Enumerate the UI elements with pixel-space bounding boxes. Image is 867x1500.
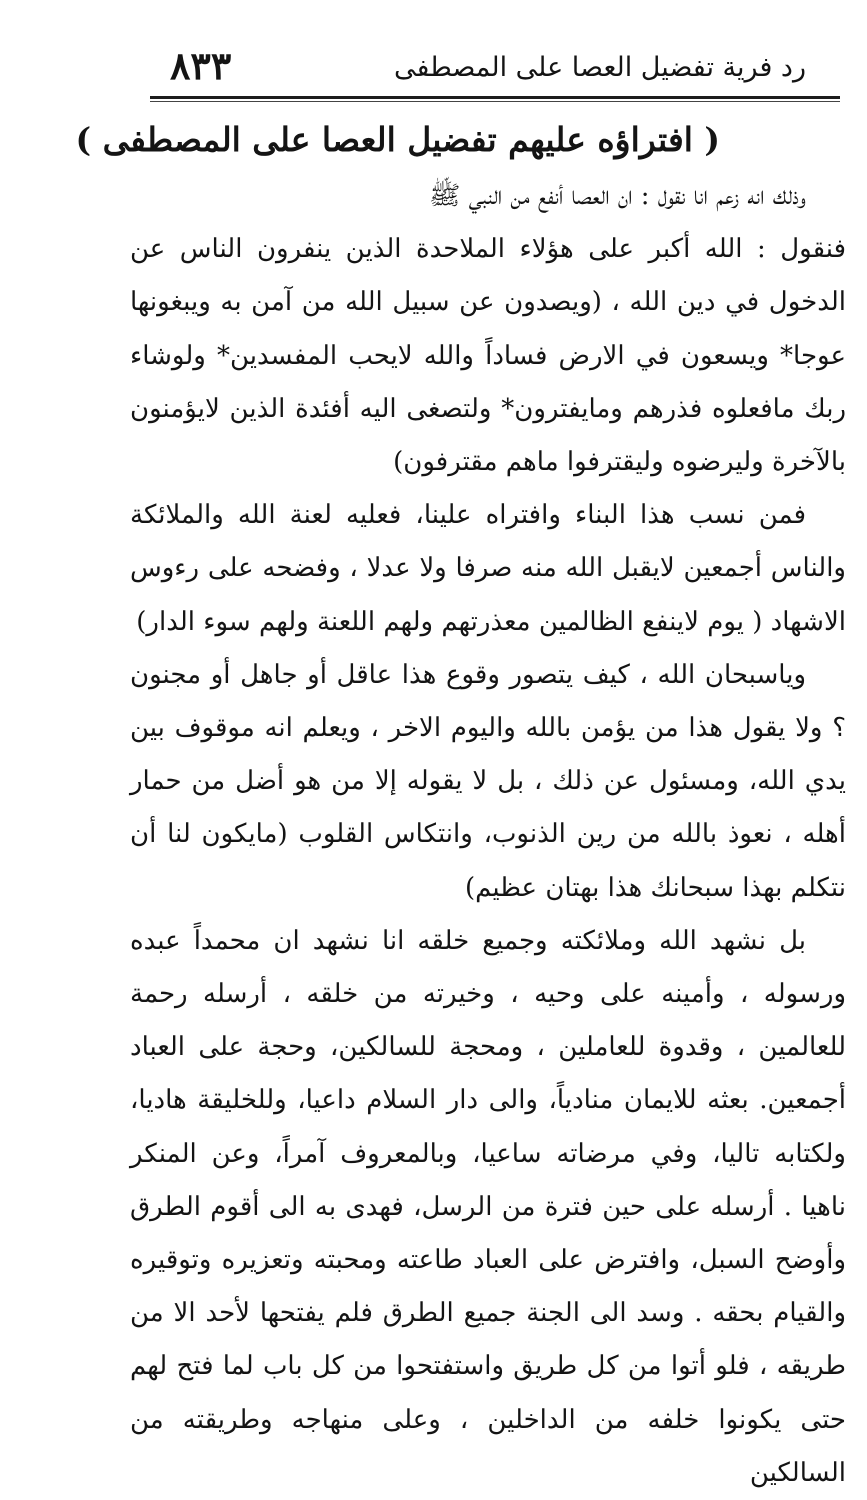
header-rule-thin	[150, 101, 840, 102]
section-title: ( افتراؤه عليهم تفضيل العصا على المصطفى )	[75, 120, 720, 159]
paragraph-testimony: بل نشهد الله وملائكته وجميع خلقه انا نشهد ان محمداً عبده ورسوله ، وأمينه على وحيه ، وخيرته من خلقه ، أرسله رحمة للعالمين ، وقدوة للعاملين ، ومحجة للسالكين، وحجة على العباد أجمعين. بعثه للايمان منادياً، والى دار السلام داعيا، وللخليقة هاديا، ولكتابه تاليا، وفي مرضاته ساعيا، وبالمعروف آمراً، وعن المنكر ناهيا . أرسله على حين فترة من الرسل، فهدى به الى أقوم الطرق وأوضح السبل، وافترض على العباد طاعته ومحبته وتعزيره وتوقيره والقيام بحقه . وسد الى الجنة جميع الطرق فلم يفتحها لأحد الا من طريقه ، فلو أتوا من كل طريق واستفتحوا من كل باب لما فتح لهم حتى يكونوا خلفه من الداخلين ، وعلى منهاجه وطريقته من السالكين	[130, 925, 846, 1488]
body-text	[130, 170, 846, 1500]
page-number: ٨٣٣	[170, 43, 232, 88]
header-rule	[150, 96, 840, 99]
paragraph-claim: وذلك انه زعم انا نقول : ان العصا أنفع من النبي ﷺ	[428, 181, 806, 211]
paragraph-glorification: وياسبحان الله ، كيف يتصور وقوع هذا عاقل أو جاهل أو مجنون ؟ ولا يقول هذا من يؤمن بالله واليوم الاخر ، ويعلم انه موقوف بين يدي الله، ومسئول عن ذلك ، بل لا يقوله إلا من هو أضل من حمار أهله ، نعوذ بالله من رين الذنوب، وانتكاس القلوب (مايكون لنا أن نتكلم بهذا سبحانك هذا بهتان عظيم)	[130, 659, 846, 903]
paragraph-response: فنقول : الله أكبر على هؤلاء الملاحدة الذين ينفرون الناس عن الدخول في دين الله ، (ويصدون عن سبيل الله من آمن به ويبغونها عوجا* ويسعون في الارض فساداً والله لايحب المفسدين* ولوشاء ربك مافعلوه فذرهم ومايفترون* ولتصغى اليه أفئدة الذين لايؤمنون بالآخرة وليرضوه وليقترفوا ماهم مقترفون)	[130, 234, 846, 478]
running-title: رد فرية تفضيل العصا على المصطفى	[394, 52, 806, 83]
page-header	[150, 44, 830, 94]
paragraph-curse: فمن نسب هذا البناء وافتراه علينا، فعليه لعنة الله والملائكة والناس أجمعين لايقبل الله منه صرفا ولا عدلا ، وفضحه على رءوس الاشهاد ( يوم لاينفع الظالمين معذرتهم ولهم اللعنة ولهم سوء الدار)	[130, 500, 846, 637]
